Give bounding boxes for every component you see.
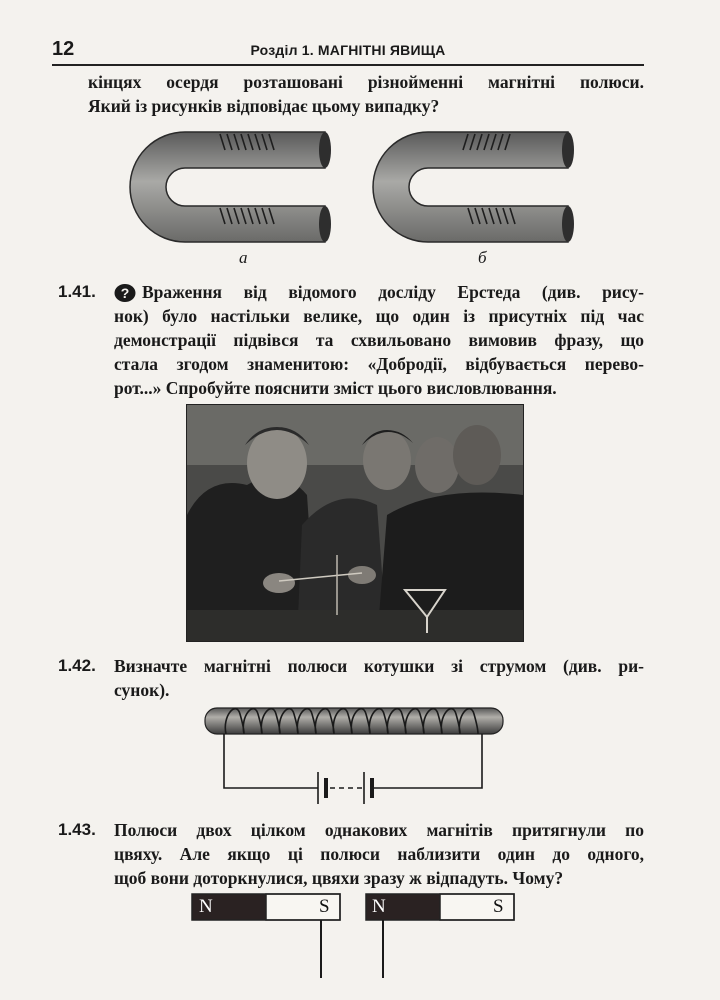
problem-number: 1.41. (58, 282, 96, 301)
photo-illustration (187, 405, 523, 641)
left-bar-magnet (192, 894, 340, 978)
problem-number: 1.42. (58, 656, 96, 675)
text-line: Враження від відомого досліду Ерстеда (див. рису- (142, 282, 644, 302)
problem-141-text (114, 280, 644, 400)
figure-label-b: б (478, 248, 487, 267)
right-magnet-south-label: S (493, 896, 504, 917)
text-line: демонстрації підвівся та схвильовано вимовив фразу, що (114, 330, 644, 350)
problem-number: 1.43. (58, 820, 96, 839)
page-number: 12 (52, 38, 75, 60)
figure-label-a: а (239, 248, 248, 267)
problem-142-text (114, 654, 644, 702)
right-bar-magnet (366, 894, 514, 978)
horseshoe-magnets-figure (0, 122, 720, 252)
text-line: цвяху. Але якщо ці полюси наблизити один до одного, (114, 844, 644, 864)
text-line: Полюси двох цілком однакових магнітів притягнули по (114, 820, 644, 840)
text-line: Який із рисунків відповідає цьому випадку? (88, 96, 440, 116)
left-magnet-north-label: N (199, 896, 213, 917)
page-header (52, 38, 644, 66)
text-line: Визначте магнітні полюси котушки зі струмом (див. ри- (114, 656, 644, 676)
left-magnet-south-label: S (319, 896, 330, 917)
horseshoe-magnet-a (130, 132, 331, 242)
text-line: нок) було настільки велике, що один із присутніх під час (114, 306, 644, 326)
battery-symbol (318, 772, 372, 804)
running-title: Розділ 1. МАГНІТНІ ЯВИЩА (250, 42, 446, 58)
horseshoe-magnet-b (373, 132, 574, 242)
right-magnet-north-label: N (372, 896, 386, 917)
circuit-wires (224, 734, 482, 788)
oersted-experiment-photo (186, 404, 524, 642)
coil-circuit-figure (0, 700, 720, 810)
text-line: кінцях осердя розташовані різнойменні магнітні полюси. (88, 72, 644, 92)
intro-text (88, 70, 644, 118)
problem-143-text (114, 818, 644, 890)
text-line: сунок). (114, 680, 170, 700)
svg-text:?: ? (120, 285, 130, 301)
text-line: щоб вони доторкнулися, цвяхи зразу ж відпадуть. Чому? (114, 868, 564, 888)
text-line: стала згодом знаменитою: «Добродії, відбувається перево- (114, 354, 644, 374)
bar-magnets-figure (0, 890, 720, 990)
text-line: рот...» Спробуйте пояснити зміст цього висловлювання. (114, 378, 557, 398)
